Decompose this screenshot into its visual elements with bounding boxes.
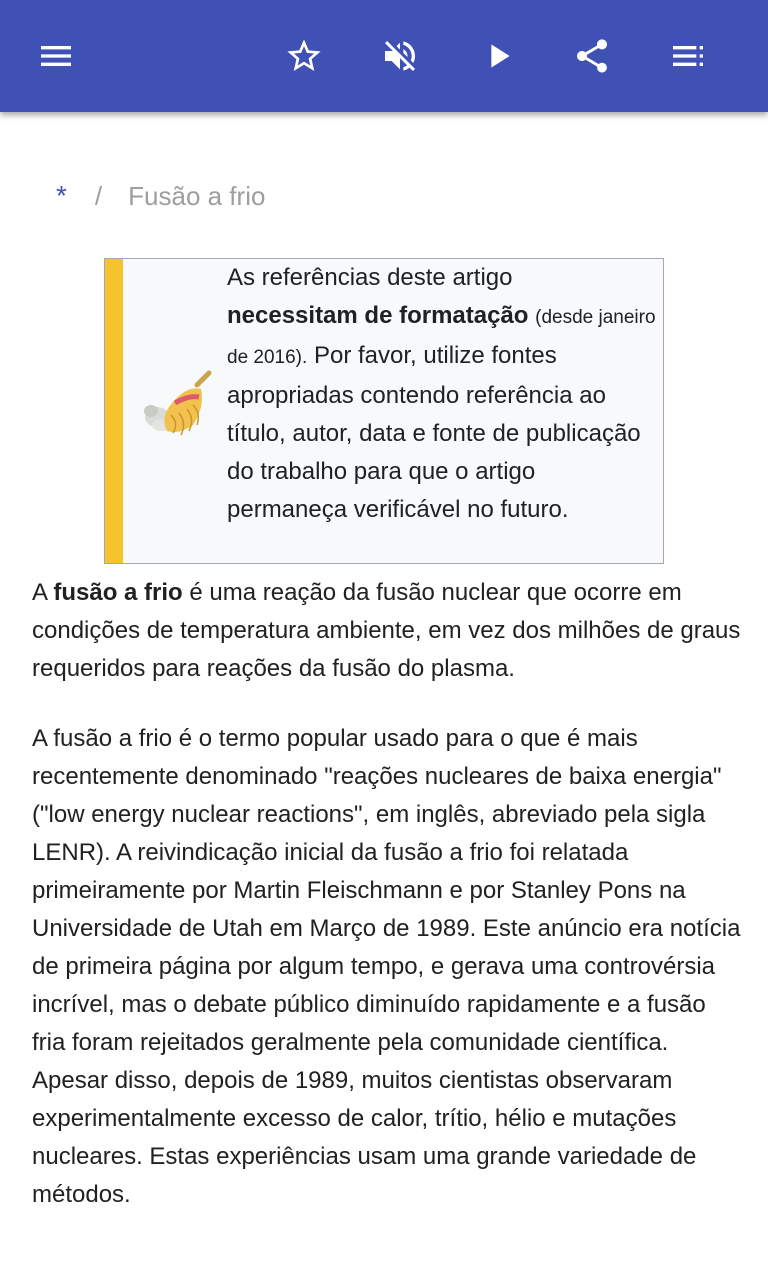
- notice-line1: As referências deste artigo: [227, 264, 513, 291]
- notice-body: Por favor, utilize fontes apropriadas contendo referência ao título, autor, data e fonte de publicação do trabalho para que o artigo permaneça verificável no futuro.: [227, 342, 641, 523]
- notice-text: [227, 259, 659, 529]
- play-button[interactable]: [466, 24, 530, 88]
- mute-button[interactable]: [368, 24, 432, 88]
- playlist-icon: [668, 36, 708, 76]
- maintenance-notice: [104, 258, 664, 564]
- breadcrumb-home-link[interactable]: *: [56, 180, 67, 211]
- star-icon: [284, 36, 324, 76]
- notice-bold: necessitam de formatação: [227, 302, 529, 329]
- volume-off-icon: [380, 36, 420, 76]
- contents-button[interactable]: [656, 24, 720, 88]
- article-body: [32, 574, 744, 1246]
- menu-button[interactable]: [24, 24, 88, 88]
- p1-pre: A: [32, 579, 54, 606]
- favorite-button[interactable]: [272, 24, 336, 88]
- broom-icon: [139, 367, 219, 447]
- menu-icon: [36, 36, 76, 76]
- notice-accent-bar: [105, 259, 123, 563]
- article-paragraph-1: [32, 574, 744, 688]
- share-button[interactable]: [560, 24, 624, 88]
- app-bar: [0, 0, 768, 112]
- breadcrumb-current: Fusão a frio: [128, 180, 266, 211]
- p1-bold: fusão a frio: [53, 579, 183, 606]
- play-icon: [478, 36, 518, 76]
- p1-post: é uma reação da fusão nuclear que ocorre em condições de temperatura ambiente, em vez dos milhões de graus requeridos para reações da fusão do plasma.: [32, 579, 741, 682]
- share-icon: [572, 36, 612, 76]
- notice-date: (desde janeiro de 2016).: [227, 307, 656, 368]
- breadcrumb: [56, 180, 265, 212]
- article-paragraph-2: A fusão a frio é o termo popular usado para o que é mais recentemente denominado "reações nucleares de baixa energia" ("low energy nuclear reactions", em inglês, abreviado pela sigla LENR). A reivindicação inicial da fusão a frio foi relatada primeiramente por Martin Fleischmann e por Stanley Pons na Universidade de Utah em Março de 1989. Este anúncio era notícia de primeira página por algum tempo, e gerava uma controvérsia incrível, mas o debate público diminuído rapidamente e a fusão fria foram rejeitados geralmente pela comunidade científica. Apesar disso, depois de 1989, muitos cientistas observaram experimentalmente excesso de calor, trítio, hélio e mutações nucleares. Estas experiências usam uma grande variedade de métodos.: [32, 725, 741, 1208]
- breadcrumb-separator: /: [94, 180, 103, 211]
